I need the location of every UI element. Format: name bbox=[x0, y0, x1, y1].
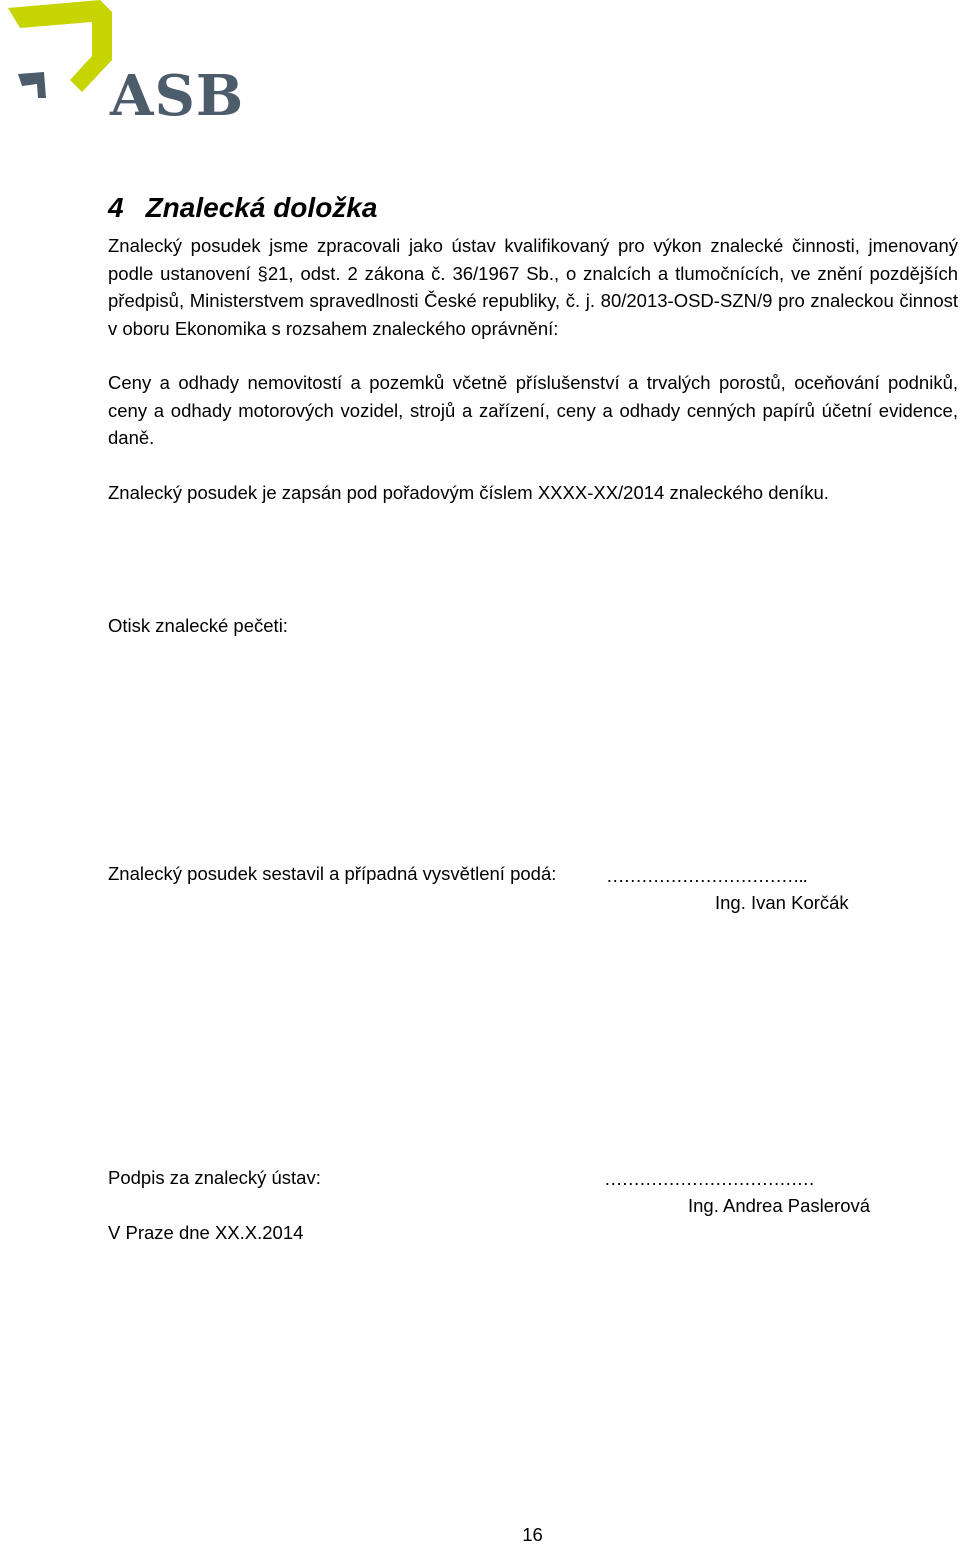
logo-text: ASB bbox=[110, 63, 245, 129]
institute-signer-name: Ing. Andrea Paslerová bbox=[688, 1195, 871, 1216]
logo-arrow-shape bbox=[18, 72, 46, 98]
section-number: 4 bbox=[108, 192, 124, 223]
page-number: 16 bbox=[522, 1524, 543, 1545]
scope-paragraph: Ceny a odhady nemovitostí a pozemků včetně příslušenství a trvalých porostů, oceňování podniků, ceny a odhady motorových vozidel, strojů a zařízení, ceny a odhady cenných papírů účetní evidence, daně. bbox=[108, 372, 958, 448]
asb-logo bbox=[0, 0, 260, 130]
section-heading bbox=[108, 190, 958, 226]
place-date: V Praze dne XX.X.2014 bbox=[108, 1222, 304, 1243]
record-paragraph: Znalecký posudek je zapsán pod pořadovým číslem XXXX-XX/2014 znaleckého deníku. bbox=[108, 481, 829, 503]
prepared-by-name: Ing. Ivan Korčák bbox=[715, 892, 849, 913]
seal-label: Otisk znalecké pečeti: bbox=[108, 615, 288, 636]
prepared-by-label: Znalecký posudek sestavil a případná vysvětlení podá: bbox=[108, 863, 557, 884]
institute-signature-line: ……………………………… bbox=[604, 1168, 814, 1189]
institute-signature-label: Podpis za znalecký ústav: bbox=[108, 1167, 321, 1188]
section-title: Znalecká doložka bbox=[145, 192, 378, 223]
mandate-paragraph: Znalecký posudek jsme zpracovali jako ústav kvalifikovaný pro výkon znalecké činnosti, jmenovaný podle ustanovení §21, odst. 2 zákona č. 36/1967 Sb., o znalcích a tlumočnících, ve znění pozdějších předpisů, Ministerstvem spravedlnosti České republiky, č. j. 80/2013-OSD-SZN/9 pro znaleckou činnost v oboru Ekonomika s rozsahem znaleckého oprávnění: bbox=[108, 235, 958, 339]
prepared-by-signature-line: …………………………….. bbox=[606, 865, 807, 886]
expert-clause-section bbox=[108, 190, 958, 506]
